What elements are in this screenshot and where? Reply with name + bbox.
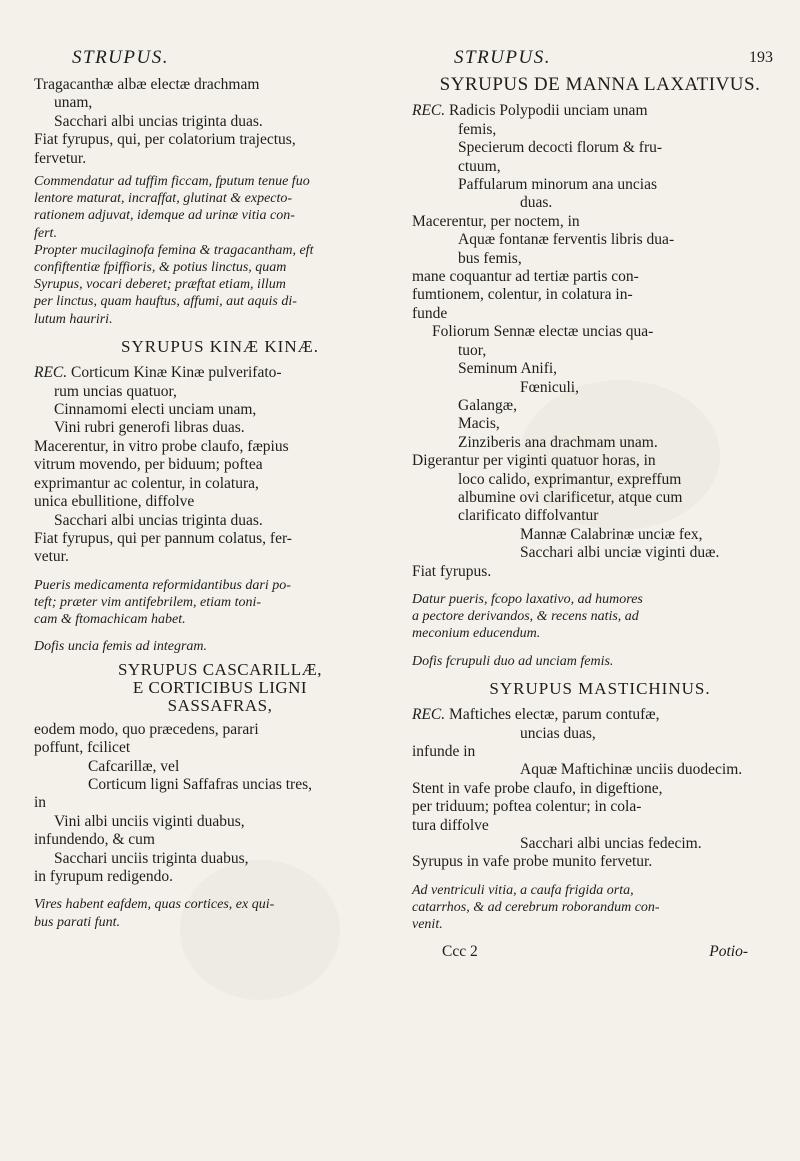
text-line: E CORTICIBUS LIGNI: [132, 677, 308, 697]
text-line: poffunt, fcilicet: [34, 739, 131, 757]
recipe-body: [412, 121, 788, 581]
text-line: SASSAFRAS,: [167, 696, 273, 716]
text-line: ctuum,: [458, 157, 501, 175]
text-line: Vini rubri generofi libras duas.: [54, 419, 245, 437]
text-line: Stent in vafe probe claufo, in digeftione,: [412, 779, 663, 797]
usage-note: [34, 577, 406, 629]
recipe-continuation: [34, 76, 406, 168]
text-line: vetur.: [34, 548, 69, 566]
recipe-first-line: REC. Radicis Polypodii unciam unam: [412, 102, 648, 120]
commendation-note: [34, 173, 406, 328]
text-line: catarrhos, & ad cerebrum roborandum con-: [412, 900, 660, 916]
text-line: unam,: [54, 94, 93, 112]
text-line: Syrupus, vocari deberet; præftat etiam, illum: [34, 277, 286, 293]
text-line: in: [34, 794, 47, 812]
text-line: Macerentur, per noctem, in: [412, 212, 580, 230]
text-line: Fiat fyrupus, qui per pannum colatus, fer-: [34, 529, 292, 547]
text-line: exprimantur ac colentur, in colatura,: [34, 474, 259, 492]
text-line: tuor,: [458, 341, 487, 359]
text-line: meconium educendum.: [412, 626, 541, 642]
text-line: Vini albi unciis viginti duabus,: [54, 812, 245, 830]
text-line: infundendo, & cum: [34, 831, 155, 849]
text-line: Datur pueris, fcopo laxativo, ad humores: [412, 591, 643, 607]
running-head-left: STRUPUS.: [72, 47, 169, 68]
text-line: tura diffolve: [412, 816, 489, 834]
recipe-body: [34, 383, 406, 567]
usage-note: [412, 882, 788, 934]
text-line: bus parati funt.: [34, 914, 120, 930]
text-line: per linctus, quam hauftus, affumi, aut aquis di-: [34, 294, 297, 310]
text-line: eodem modo, quo præcedens, parari: [34, 720, 259, 738]
text-line: per triduum; poftea colentur; in cola-: [412, 798, 642, 816]
text-line: duas.: [520, 194, 553, 212]
section-heading: SYRUPUS DE MANNA LAXATIVUS.: [439, 74, 761, 95]
text-line: Fiat fyrupus, qui, per colatorium trajectus,: [34, 131, 296, 149]
text-line: Zinziberis ana drachmam unam.: [458, 433, 658, 451]
text-line: Cafcarillæ, vel: [88, 757, 180, 775]
text-line: Ad ventriculi vitia, a caufa frigida orta,: [412, 882, 634, 898]
signature-mark: Ccc 2: [442, 943, 478, 961]
text-line: Fiat fyrupus.: [412, 562, 492, 580]
left-column: [34, 76, 406, 931]
usage-note: [412, 591, 788, 643]
text-line: Digerantur per viginti quatuor horas, in: [412, 452, 656, 470]
dosage-line: Dofis uncia femis ad integram.: [34, 639, 208, 655]
rec-abbreviation: REC.: [34, 364, 68, 382]
text-line: Macis,: [458, 415, 500, 433]
text-line: rum uncias quatuor,: [54, 382, 177, 400]
text-line: Tragacanthæ albæ electæ drachmam: [34, 76, 260, 93]
text-line: rationem adjuvat, idemque ad urinæ vitia con-: [34, 208, 295, 224]
text-line: Foliorum Sennæ electæ uncias qua-: [432, 323, 654, 341]
text-line: Galangæ,: [458, 396, 517, 414]
text-line: Aquæ Maftichinæ unciis duodecim.: [520, 761, 743, 779]
section-heading: [34, 661, 406, 716]
text-line: Commendatur ad tuffim ficcam, fputum tenue fuo: [34, 174, 310, 190]
text-line: Fœniculi,: [520, 378, 579, 396]
text-line: unica ebullitione, diffolve: [34, 493, 195, 511]
section-heading: SYRUPUS MASTICHINUS.: [489, 678, 711, 698]
running-head-right: STRUPUS.: [454, 47, 551, 68]
text-line: mane coquantur ad tertiæ partis con-: [412, 268, 639, 286]
text-line: cam & ftomachicam habet.: [34, 612, 186, 628]
dosage-line: Dofis fcrupuli duo ad unciam femis.: [412, 653, 614, 669]
text-line: fervetur.: [34, 149, 87, 167]
text-line: confiftentiæ fpiffioris, & potius linctus, quam: [34, 260, 287, 276]
text-line: uncias duas,: [520, 724, 596, 742]
text-line: infunde in: [412, 743, 476, 760]
text-line: Sacchari unciis triginta duabus,: [54, 849, 249, 867]
text-line: lutum hauriri.: [34, 311, 113, 327]
text-line: Vires habent eafdem, quas cortices, ex qui-: [34, 897, 275, 913]
text-line: Propter mucilaginofa femina & tragacantham, eft: [34, 242, 314, 258]
recipe-body: [34, 721, 406, 887]
text-line: femis,: [458, 120, 497, 138]
text-line: Sacchari albi uncias triginta duas.: [54, 511, 263, 529]
right-column: [412, 76, 788, 962]
catchword: Potio-: [709, 943, 748, 961]
text-line: Sacchari albi unciæ viginti duæ.: [520, 544, 720, 562]
text-line: Cinnamomi electi unciam unam,: [54, 401, 257, 419]
text-line: Corticum ligni Saffafras uncias tres,: [88, 775, 312, 793]
text-line: fert.: [34, 225, 57, 241]
recipe-first-line: REC. Maftiches electæ, parum contufæ,: [412, 706, 660, 724]
catchword-line: [412, 943, 788, 961]
text-line: Sacchari albi uncias triginta duas.: [54, 112, 263, 130]
text-line: vitrum movendo, per biduum; poftea: [34, 456, 263, 474]
text-line: Sacchari albi uncias fedecim.: [520, 835, 702, 853]
page-number: 193: [749, 49, 773, 66]
text-line: teft; præter vim antifebrilem, etiam toni-: [34, 594, 262, 610]
text-line: funde: [412, 304, 448, 322]
text-line: Paffularum minorum ana uncias: [458, 176, 658, 194]
rec-abbreviation: REC.: [412, 706, 446, 724]
text-line: clarificato diffolvantur: [458, 507, 599, 525]
text-line: loco calido, exprimantur, expreffum: [458, 470, 682, 488]
text-line: albumine ovi clarificetur, atque cum: [458, 488, 683, 506]
text-line: bus femis,: [458, 249, 522, 267]
text-line: in fyrupum redigendo.: [34, 868, 174, 886]
text-line: Specierum decocti florum & fru-: [458, 139, 663, 157]
rec-abbreviation: REC.: [412, 102, 446, 120]
text-line: Seminum Anifi,: [458, 360, 558, 378]
text-line: Pueris medicamenta reformidantibus dari po-: [34, 577, 291, 593]
section-heading: SYRUPUS KINÆ KINÆ.: [121, 336, 319, 356]
recipe-first-line: REC. Corticum Kinæ Kinæ pulverifato-: [34, 364, 282, 382]
text-line: fumtionem, colentur, in colatura in-: [412, 286, 633, 304]
text-line: lentore maturat, incraffat, glutinat & expecto-: [34, 191, 293, 207]
text-line: a pectore derivandos, & recens natis, ad: [412, 609, 639, 625]
text-line: Syrupus in vafe probe munito fervetur.: [412, 853, 653, 871]
text-line: Mannæ Calabrinæ unciæ fex,: [520, 525, 703, 543]
usage-note: [34, 896, 406, 930]
text-line: Aquæ fontanæ ferventis libris dua-: [458, 231, 675, 249]
text-line: SYRUPUS CASCARILLÆ,: [117, 659, 323, 679]
text-line: Macerentur, in vitro probe claufo, fæpius: [34, 437, 289, 455]
text-line: venit.: [412, 917, 443, 933]
recipe-body: [412, 725, 788, 872]
